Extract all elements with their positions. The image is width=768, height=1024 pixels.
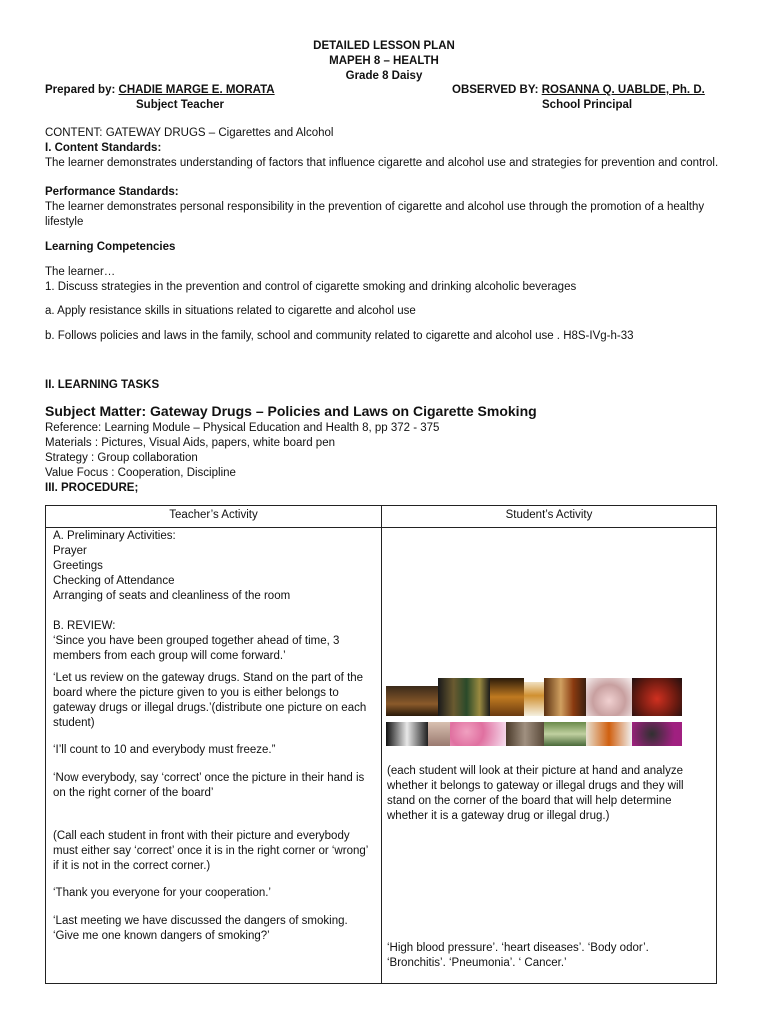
- prepared-by: [45, 83, 275, 98]
- observed-name: ROSANNA Q. UABLDE, Ph. D.: [541, 84, 705, 96]
- teacher-line-3: ‘I’ll count to 10 and everybody must freeze.”: [53, 744, 276, 756]
- learning-tasks-heading: II. LEARNING TASKS: [45, 379, 160, 391]
- teacher-line-4: ‘Now everybody, say ‘correct’ once the picture in their hand is on the right corner of the board’: [53, 772, 365, 799]
- learning-competencies-heading: Learning Competencies: [45, 241, 176, 253]
- review-heading: B. REVIEW:: [53, 620, 116, 632]
- observed-by: [452, 83, 705, 98]
- teacher-line-6: ‘Thank you everyone for your cooperation.’: [53, 887, 271, 899]
- cocktail-image: [586, 678, 632, 716]
- red-drink-image: [632, 678, 682, 716]
- strategy: Strategy : Group collaboration: [45, 452, 198, 464]
- teacher-line-7: ‘Last meeting we have discussed the dangers of smoking. ‘Give me one known dangers of smoking?’: [53, 915, 348, 942]
- student-column-header: Student’s Activity: [505, 509, 593, 521]
- content-standards-text: The learner demonstrates understanding of factors that influence cigarette and alcohol use and strategies for prevention and control.: [45, 157, 719, 169]
- beer-glasses-image: [524, 682, 544, 716]
- drug-pictures-collage: [386, 678, 682, 760]
- marijuana-image: [544, 722, 586, 746]
- learner-line: The learner…: [45, 266, 116, 278]
- prelim-item: Checking of Attendance: [53, 575, 175, 587]
- syringe-image: [428, 722, 450, 746]
- cigar-image: [586, 722, 632, 746]
- teacher-line-2: ‘Let us review on the gateway drugs. Stand on the part of the board where the picture given to you is either belongs to gateway drugs or illegal drugs.’(distribute one picture on each student): [53, 672, 367, 729]
- performance-standards-text: The learner demonstrates personal responsibility in the prevention of cigarette and alcohol use through the promotion of a healthy lifestyle: [45, 201, 705, 228]
- content-line: CONTENT: GATEWAY DRUGS – Cigarettes and Alcohol: [45, 127, 334, 139]
- prelim-heading: A. Preliminary Activities:: [53, 530, 176, 542]
- teacher-line-5: (Call each student in front with their picture and everybody must either say ‘correct’ once it is in the right corner or ‘wrong’ if it is not in the correct corner.): [53, 830, 368, 872]
- observed-label: OBSERVED BY:: [452, 84, 539, 96]
- teacher-column-header: Teacher’s Activity: [169, 509, 258, 521]
- value-focus: Value Focus : Cooperation, Discipline: [45, 467, 236, 479]
- content-standards-heading: I. Content Standards:: [45, 142, 162, 154]
- drug-bag-image: [632, 722, 682, 746]
- subject-matter: Subject Matter: Gateway Drugs – Policies and Laws on Cigarette Smoking: [45, 403, 537, 419]
- student-response-1: (each student will look at their picture at hand and analyze whether it belongs to gateway or illegal drugs and they will stand on the corner of the board that will help determine whether it is a gateway drug or illegal drug.): [387, 765, 684, 822]
- whiskey-bottles-image: [544, 678, 586, 716]
- powder-image: [386, 722, 428, 746]
- prepared-name: CHADIE MARGE E. MORATA: [118, 84, 275, 96]
- prelim-item: Arranging of seats and cleanliness of the room: [53, 590, 291, 602]
- liquor-bottles-image: [438, 678, 490, 716]
- prelim-item: Prayer: [53, 545, 87, 557]
- student-response-2: ‘High blood pressure’. ‘heart diseases’. ‘Body odor’. ‘Bronchitis’. ‘Pneumonia’. ‘ Cancer.’: [387, 942, 649, 969]
- beer-bottles-image: [490, 678, 524, 716]
- reference: Reference: Learning Module – Physical Education and Health 8, pp 372 - 375: [45, 422, 440, 434]
- cigarettes-image: [386, 686, 438, 716]
- prelim-item: Greetings: [53, 560, 103, 572]
- doc-title: DETAILED LESSON PLAN: [313, 40, 455, 52]
- materials: Materials : Pictures, Visual Aids, papers, white board pen: [45, 437, 335, 449]
- teacher-line-1: ‘Since you have been grouped together ahead of time, 3 members from each group will come forward.’: [53, 635, 340, 662]
- pills-image: [450, 722, 506, 746]
- header-divider: [46, 527, 716, 528]
- column-divider: [381, 506, 382, 983]
- performance-standards-heading: Performance Standards:: [45, 186, 179, 198]
- teacher-activity-cell: [53, 529, 373, 944]
- procedure-heading: III. PROCEDURE;: [45, 482, 139, 494]
- joint-image: [506, 722, 544, 746]
- activity-table: [45, 505, 717, 984]
- prepared-label: Prepared by:: [45, 84, 116, 96]
- competency-a: a. Apply resistance skills in situations related to cigarette and alcohol use: [45, 305, 416, 317]
- prepared-role: Subject Teacher: [136, 99, 224, 111]
- competency-1: 1. Discuss strategies in the prevention and control of cigarette smoking and drinking alcoholic beverages: [45, 281, 577, 293]
- observed-role: School Principal: [542, 99, 633, 111]
- doc-grade: Grade 8 Daisy: [345, 70, 423, 82]
- competency-b: b. Follows policies and laws in the family, school and community related to cigarette and alcohol use . H8S-IVg-h-33: [45, 330, 634, 342]
- doc-subject: MAPEH 8 – HEALTH: [329, 55, 439, 67]
